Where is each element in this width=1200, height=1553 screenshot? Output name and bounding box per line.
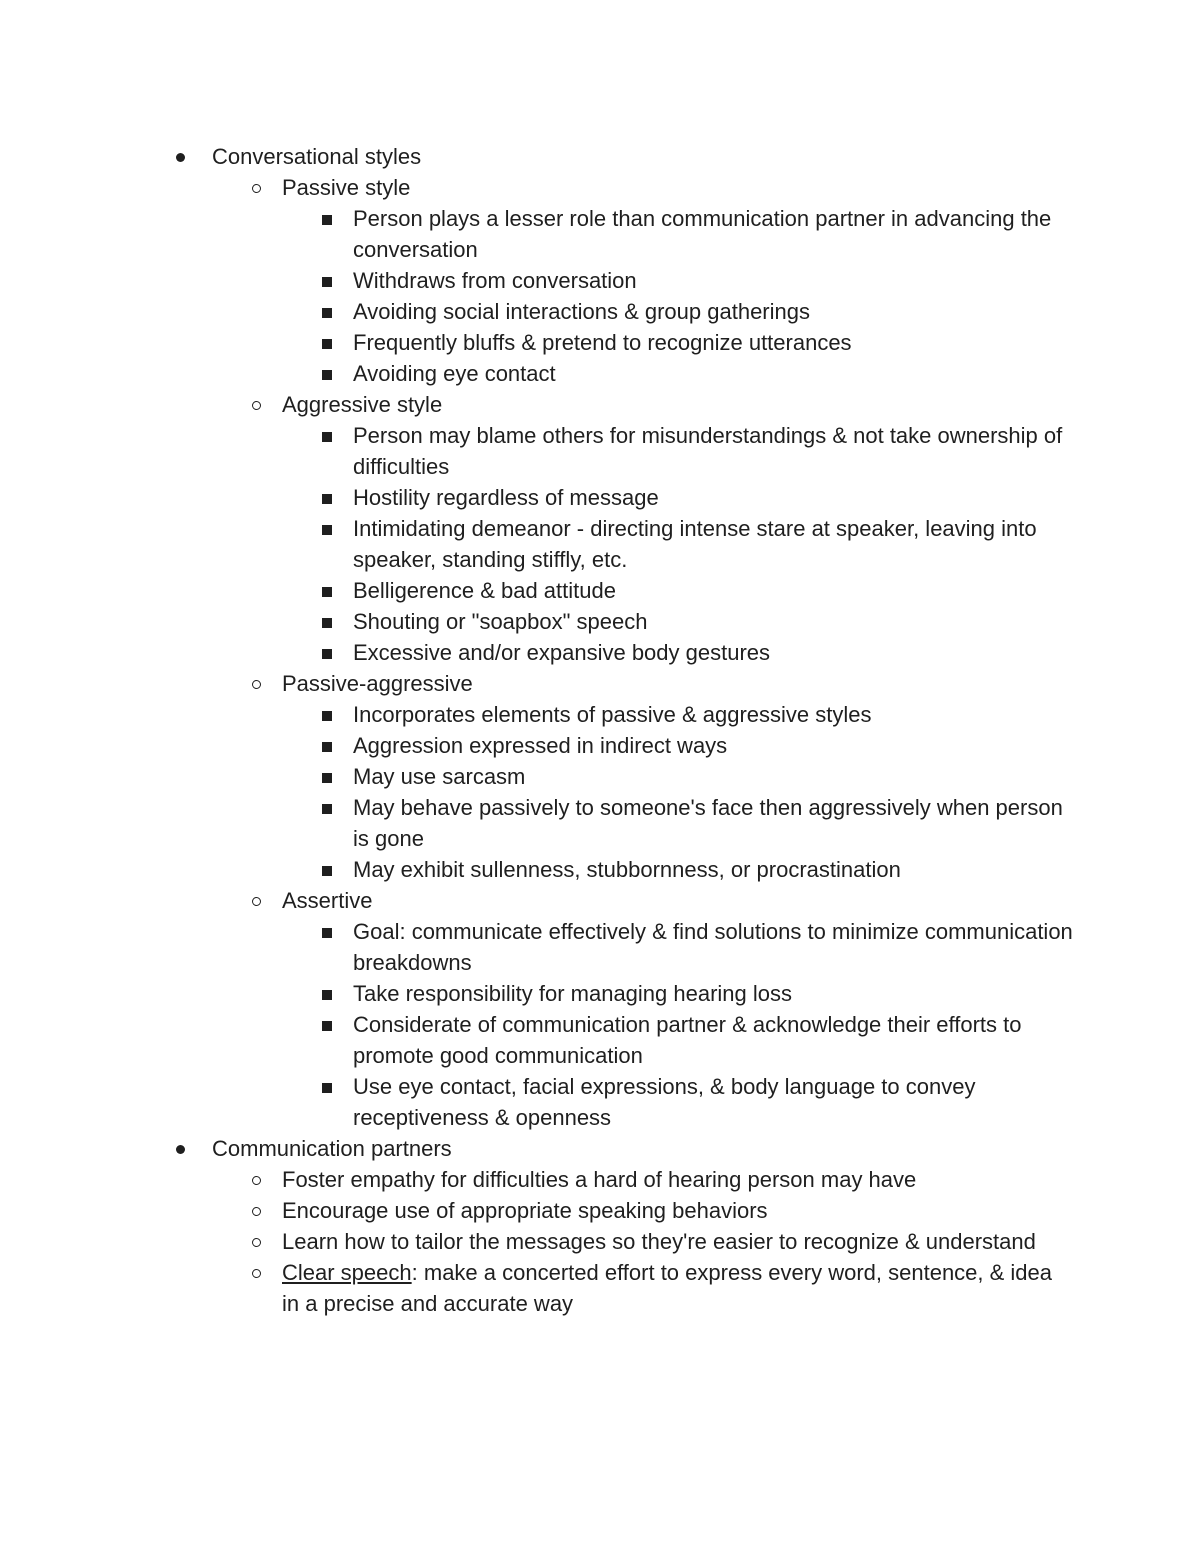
bullet-square-icon (317, 575, 337, 606)
bullet-circle-icon (246, 885, 266, 916)
style-aggressive (282, 389, 1072, 420)
list-item (353, 575, 1073, 606)
list-item (353, 761, 1073, 792)
section-heading: Communication partners (212, 1136, 452, 1161)
list-item (353, 358, 1073, 389)
bullet-square-icon (317, 606, 337, 637)
definition-item (282, 1257, 1072, 1319)
list-item (353, 637, 1073, 668)
bullet-square-icon (317, 482, 337, 513)
style-passive (282, 172, 1072, 203)
style-label: Aggressive style (282, 392, 443, 417)
list-item (353, 1071, 1073, 1133)
style-label: Passive style (282, 175, 411, 200)
list-item-text: Learn how to tailor the messages so they're easier to recognize & understand (282, 1229, 1036, 1254)
section-conversational-styles (212, 141, 1072, 172)
list-item (353, 978, 1073, 1009)
bullet-square-icon (317, 637, 337, 668)
list-item-text: Belligerence & bad attitude (353, 578, 616, 603)
list-item-text: Withdraws from conversation (353, 268, 637, 293)
list-item (353, 1009, 1073, 1071)
bullet-square-icon (317, 265, 337, 296)
list-item-text: Foster empathy for difficulties a hard of hearing person may have (282, 1167, 917, 1192)
bullet-square-icon (317, 792, 337, 823)
list-item-text: Use eye contact, facial expressions, & body language to convey receptiveness & openness (353, 1074, 976, 1130)
list-item (353, 327, 1073, 358)
list-item-text: May exhibit sullenness, stubbornness, or procrastination (353, 857, 901, 882)
list-item-text: Frequently bluffs & pretend to recognize utterances (353, 330, 852, 355)
list-item (282, 1226, 1072, 1257)
bullet-square-icon (317, 854, 337, 885)
bullet-circle-icon (246, 1257, 266, 1288)
list-item-text: Person may blame others for misunderstandings & not take ownership of difficulties (353, 423, 1063, 479)
list-item-text: Excessive and/or expansive body gestures (353, 640, 771, 665)
bullet-square-icon (317, 1071, 337, 1102)
bullet-circle-icon (246, 1195, 266, 1226)
bullet-disc-icon (170, 141, 190, 172)
bullet-square-icon (317, 1009, 337, 1040)
list-item-text: Goal: communicate effectively & find solutions to minimize communication breakdowns (353, 919, 1073, 975)
list-item (353, 296, 1073, 327)
bullet-square-icon (317, 420, 337, 451)
list-item (353, 699, 1073, 730)
style-label: Assertive (282, 888, 373, 913)
bullet-circle-icon (246, 1226, 266, 1257)
list-item-text: Take responsibility for managing hearing loss (353, 981, 793, 1006)
list-item (282, 1164, 1072, 1195)
bullet-circle-icon (246, 389, 266, 420)
list-item-text: Shouting or "soapbox" speech (353, 609, 648, 634)
bullet-circle-icon (246, 172, 266, 203)
list-item (353, 854, 1073, 885)
bullet-square-icon (317, 513, 337, 544)
list-item (353, 606, 1073, 637)
section-communication-partners (212, 1133, 1072, 1164)
bullet-circle-icon (246, 1164, 266, 1195)
list-item (353, 792, 1073, 854)
style-assertive (282, 885, 1072, 916)
list-item-text: Hostility regardless of message (353, 485, 659, 510)
bullet-square-icon (317, 358, 337, 389)
section-heading: Conversational styles (212, 144, 422, 169)
bullet-square-icon (317, 327, 337, 358)
list-item-text: Considerate of communication partner & acknowledge their efforts to promote good communication (353, 1012, 1022, 1068)
bullet-square-icon (317, 761, 337, 792)
bullet-square-icon (317, 699, 337, 730)
list-item-text: Avoiding eye contact (353, 361, 556, 386)
bullet-disc-icon (170, 1133, 190, 1164)
definition-text: : make a concerted effort to express every word, sentence, & idea in a precise and accurate way (282, 1260, 1053, 1316)
document-outline (0, 141, 1200, 1319)
bullet-square-icon (317, 978, 337, 1009)
bullet-square-icon (317, 203, 337, 234)
bullet-square-icon (317, 730, 337, 761)
bullet-square-icon (317, 296, 337, 327)
list-item (353, 420, 1073, 482)
list-item-text: Encourage use of appropriate speaking behaviors (282, 1198, 768, 1223)
list-item-text: May behave passively to someone's face then aggressively when person is gone (353, 795, 1063, 851)
bullet-circle-icon (246, 668, 266, 699)
definition-term: Clear speech (282, 1260, 412, 1285)
list-item-text: May use sarcasm (353, 764, 526, 789)
list-item (353, 203, 1073, 265)
list-item (353, 916, 1073, 978)
list-item (282, 1195, 1072, 1226)
list-item (353, 482, 1073, 513)
style-passive-aggressive (282, 668, 1072, 699)
list-item-text: Avoiding social interactions & group gatherings (353, 299, 810, 324)
list-item (353, 265, 1073, 296)
style-label: Passive-aggressive (282, 671, 473, 696)
list-item (353, 513, 1073, 575)
list-item-text: Aggression expressed in indirect ways (353, 733, 728, 758)
list-item-text: Person plays a lesser role than communication partner in advancing the conversation (353, 206, 1052, 262)
list-item-text: Incorporates elements of passive & aggressive styles (353, 702, 872, 727)
bullet-square-icon (317, 916, 337, 947)
list-item-text: Intimidating demeanor - directing intense stare at speaker, leaving into speaker, standing stiffly, etc. (353, 516, 1037, 572)
list-item (353, 730, 1073, 761)
